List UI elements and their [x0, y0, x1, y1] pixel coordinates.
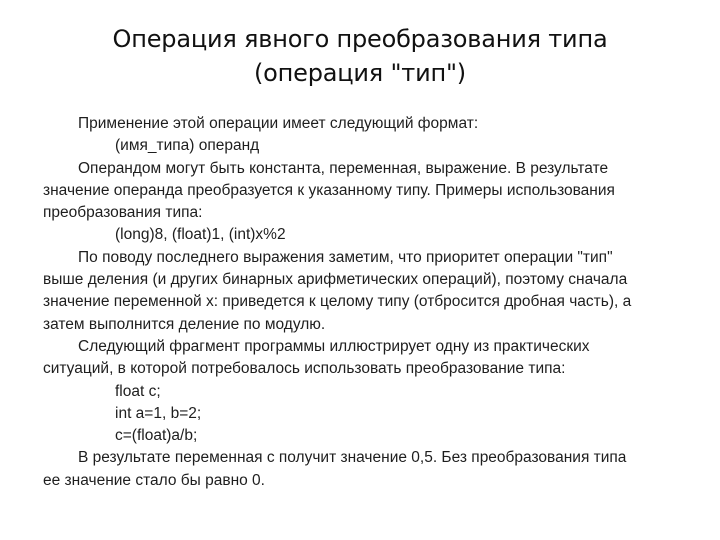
text-line: По поводу последнего выражения заметим, что приоритет операции "тип" [78, 248, 613, 266]
text-line: выше деления (и других бинарных арифметических операций), поэтому сначала [43, 271, 628, 289]
title-line-1: Операция явного преобразования типа [112, 25, 608, 53]
code-line: float c; [115, 382, 161, 400]
code-line: int a=1, b=2; [115, 404, 202, 422]
code-line: c=(float)a/b; [115, 427, 198, 445]
text-line: Применение этой операции имеет следующий формат: [78, 115, 479, 132]
text-line: преобразования типа: [43, 204, 203, 222]
text-line: ситуаций, в которой потребовалось использовать преобразование типа: [43, 360, 566, 378]
text-line: значение операнда преобразуется к указанному типу. Примеры использования [43, 181, 615, 199]
text-line: В результате переменная c получит значение 0,5. Без преобразования типа [78, 449, 627, 467]
title-line-2: (операция "тип") [254, 59, 466, 87]
text-line: ее значение стало бы равно 0. [43, 471, 265, 489]
text-line: Операндом могут быть константа, переменная, выражение. В результате [78, 159, 609, 177]
text-line: затем выполнится деление по модулю. [43, 315, 326, 333]
text-line: Следующий фрагмент программы иллюстрирует одну из практических [78, 337, 590, 355]
text-line: значение переменной x: приведется к целому типу (отбросится дробная часть), а [43, 293, 632, 311]
slide-title [60, 22, 660, 90]
text-line: (имя_типа) операнд [115, 137, 260, 155]
code-line: (long)8, (float)1, (int)x%2 [115, 226, 286, 244]
slide-body [43, 113, 683, 492]
